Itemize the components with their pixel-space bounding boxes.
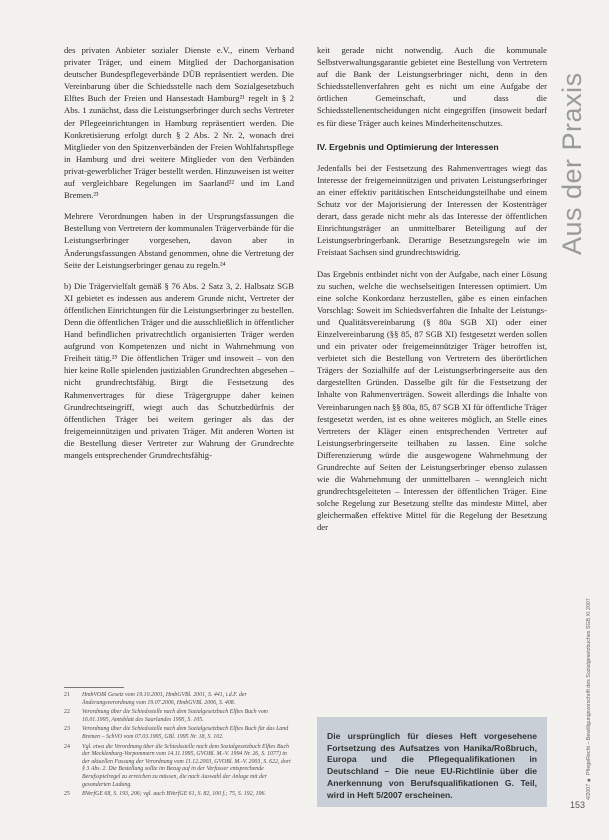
page-number: 153: [569, 800, 585, 810]
footnote-number: 23: [64, 726, 70, 733]
footnote: [64, 791, 294, 799]
footnote-text: HmbVOBl Gesetz vom 19.10.2001, HmbGVBl. 2001, S. 441, i.d.F. der Änderungsverordnung vom 19.07.2006, HmbGVBl. 2006, S. 408.: [82, 692, 247, 706]
editorial-notice-box: Die ursprünglich für dieses Heft vorgesehene Fortsetzung des Aufsatzes von Hanika/Roßbruch, Europa und die Pflegequalifikationen in Deutschland – Die neue EU-Richtlinie über die Anerkennung von Berufsqualifikationen G. Teil, wird in Heft 5/2007 erscheinen.: [317, 717, 547, 807]
paragraph: Das Ergebnis entbindet nicht von der Aufgabe, nach einer Lösung zu suchen, welche die wechselseitigen Interessen optimiert. Um eine solche Konkordanz herzustellen, gäbe es einen einfachen Vorschlag: Soweit im Schiedsverfahren die Inhalte der Leistungs- und Qualitätsvereinbarung (§ 80a SGB XI) oder einer Einzelvereinbarung (§§ 85, 87 SGB XI) festgesetzt werden sollen und ein privater oder freigemeinnütziger Träger betroffen ist, verbietet sich die Bestellung von Vertretern des überörtlichen Trägers der Sozialhilfe auf der Leistungserbringerseite aus den dargestellten Gründen. Dasselbe gilt für die Festsetzung der Inhalte von Rahmenverträgen. Soweit allerdings die Inhalte von Vereinbarungen nach §§ 80a, 85, 87 SGB XI für öffentliche Träger festgesetzt werden, ist es ohne weiteres möglich, an Stelle eines Vertreters der Kläger einen entsprechenden Vertreter auf Leistungserbringerseite teilhaben zu lassen. Eine solche Differenzierung würde die ausgewogene Wahrnehmung der Grundrechte auf Seiten der Leistungserbringer ebenso zulassen wie die Wahrnehmung der unmittelbaren – wenngleich nicht grundrechtsgeleiteten – Interessen der öffentlichen Träger. Eine solche Regelung zur Besetzung stellte das mindeste Mittel, aber gleichermaßen effektive Mittel für die Regelung der Besetzung der: [317, 268, 547, 533]
right-column: [317, 44, 547, 543]
paragraph: Mehrere Verordnungen haben in der Ursprungsfassungen die Bestellung von Vertretern der kommunalen Trägerverbände für die Leistungserbringer vorgesehen, davon aber in Änderungsfassungen Abstand genommen, ohne die Vertretung der Seite der Leistungserbringer genau zu regeln.²⁴: [64, 211, 294, 270]
footnote-text: Verordnung über die Schiedsstelle nach dem Sozialgesetzbuch Elftes Buch vom 16.01.1995, Amtsblatt des Saarlandes 1995, S. 105.: [82, 709, 268, 723]
footnote-number: 25: [64, 791, 70, 798]
footnote-text: Verordnung über die Schiedsstelle nach dem Sozialgesetzbuch Elftes Buch für das Land Bremen – SchVO vom 07.03.1995, GBl. 1995 Nr. 18, S. 102.: [82, 726, 289, 740]
footnote-divider: [64, 687, 124, 688]
paragraph: des privaten Anbieter sozialer Dienste e.V., einem Verband privater Träger, und einem Mitglied der Dachorganisation deutscher Bundespflegeverbände DÜB repräsentiert werden. Die Vereinbarung über die Schiedsstelle nach dem Sozialgesetzbuch Elftes Buch der Freien und Hansestadt Hamburg²¹ regelt in § 2 Abs. 1 zunächst, dass die Leistungserbringer durch sechs Vertreter der Pflegeeinrichtungen in Hamburg repräsentiert werden. Die Konkretisierung erfolgt durch § 2 Abs. 2 Nr. 2, wonach drei Mitglieder von den Spitzenverbänden der Freien Wohlfahrtspflege in Hamburg und drei weitere Mitglieder von den Verbänden privat-gewerblicher Träger bestellt werden. Hinzuweisen ist weiter auf vergleichbare Regelungen im Saarland²² und im Land Bremen.²³: [64, 45, 294, 201]
footnote: [64, 726, 294, 741]
footnotes: [64, 692, 294, 801]
footnote-number: 21: [64, 692, 70, 698]
section-title-vertical: Aus der Praxis: [557, 72, 587, 255]
footnote: [64, 692, 294, 707]
paragraph: keit gerade nicht notwendig. Auch die kommunale Selbstverwaltungsgarantie gebietet eine Bestellung von Vertretern auf die Bank der Leistungserbringer nicht, denn in den Schiedsstellenverfahren geht es nicht um eine Aufgabe der örtlichen Gemeinschaft, und dass die Schiedsstellenentscheidungen nicht eingegriffen (insoweit bedarf es für diese Träger auch keines Minderheitenschutzes.: [317, 45, 547, 128]
footnote-number: 22: [64, 709, 70, 716]
footnote-text: Vgl. etwa die Verordnung über die Schiedsstelle nach dem Sozialgesetzbuch Elftes Buch der Mecklenburg-Vorpommern vom 14.11.1995, GVOBl. M.-V. 1994 Nr. 26, S. 1077) in der aktuellen Fassung der Verordnung vom 11.12.2003, GVOBl. M.-V. 2003, S. 622, dort § 3 Abs. 2. Die Bestellung sollte im Bezug auf in der Verfasser entsprechende Berufsspielregel zu erreichen zu müssen, die nach Auswahl der Anlage mit der gesonderten Ladung.: [82, 743, 291, 788]
left-column: [64, 44, 294, 470]
section-heading: IV. Ergebnis und Optimierung der Interessen: [317, 141, 499, 152]
journal-reference-vertical: 4/2007 ■ PflegeRecht – Bewilligungsvorschrift des Sozialgesetzbuches SGB XI 2007: [586, 598, 592, 800]
footnote: [64, 744, 294, 790]
footnote-number: 24: [64, 743, 70, 750]
footnote-text: BVerfGE 68, S. 193, 206; vgl. auch BVerfGE 61, S. 82, 100 f.; 75, S. 192, 196.: [82, 791, 266, 798]
paragraph: b) Die Trägervielfalt gemäß § 76 Abs. 2 Satz 3, 2. Halbsatz SGB XI gebietet es indessen aus anderem Grunde nicht, Vertreter der öffentlichen Einrichtungen für die Leistungserbringer zu bestellen. Denn die öffentlichen Träger und die ausschließlich in öffentlicher Hand befindlichen privatrechtlich organisierten Träger werden aufgrund von Kompetenzen und nicht in Wahrnehmung von Freiheit tätig.²⁵ Die öffentlichen Träger und insoweit – von den hier keine Rolle spielenden justiziablen Grundrechten abgesehen – nicht grundrechtsfähig. Birgt die Festsetzung des Rahmenvertrages für diese Trägergruppe daher keinen Grundrechtseingriff, wiegt auch das Schutzbedürfnis der öffentlichen Träger bei weitem geringer als das der freigemeinnützigen und privaten Träger. Mit anderen Worten ist die Bestellung dieser Vertreter zur Wahrung der Grundrechte mangels entsprechender Grundrechtsfähig-: [64, 280, 294, 460]
paragraph: Jedenfalls bei der Festsetzung des Rahmenvertrages wiegt das Interesse der freigemeinnützigen und privaten Leistungserbringer an einer effektiv paritätischen Entscheidungsteilhabe und einem Schutz vor der Majorisierung der Interessen der Kostenträger derart, dass gerade nicht mehr als das Interesse der öffentlichen Einrichtungsträger an unmittelbarer Beteiligung auf der Leistungserbringerbank. Derartige Besetzungsregeln wie im Freistaat Sachsen sind grundrechtswidrig.: [317, 162, 547, 258]
footnote: [64, 709, 294, 724]
